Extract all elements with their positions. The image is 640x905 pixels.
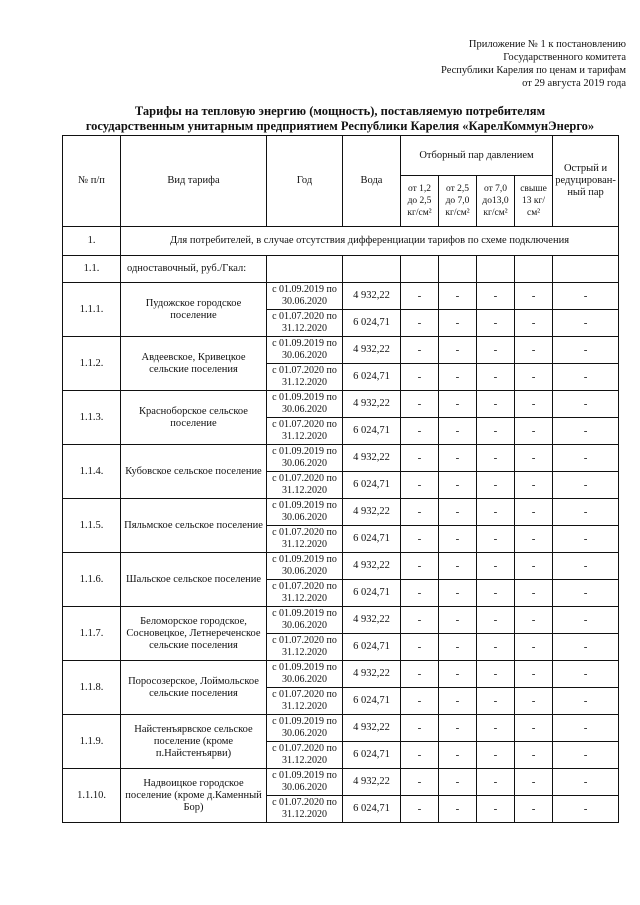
dash-cell: - (477, 364, 515, 391)
header-pressure-4: свыше 13 кг/см² (515, 176, 553, 227)
dash-cell: - (515, 553, 553, 580)
row-period: с 01.07.2020 по 31.12.2020 (267, 310, 343, 337)
dash-cell: - (515, 661, 553, 688)
dash-cell: - (401, 445, 439, 472)
row-num: 1.1.8. (63, 661, 121, 715)
dash-cell: - (515, 526, 553, 553)
dash-cell: - (477, 418, 515, 445)
table-row (63, 283, 619, 310)
row-period: с 01.07.2020 по 31.12.2020 (267, 742, 343, 769)
row-num: 1.1.5. (63, 499, 121, 553)
header-type: Вид тарифа (121, 136, 267, 227)
dash-cell: - (401, 580, 439, 607)
row-territory: Найстенъярвское сельское поселение (кроме п.Найстенъярви) (121, 715, 267, 769)
dash-cell: - (553, 472, 619, 499)
row-num: 1.1.6. (63, 553, 121, 607)
dash-cell: - (515, 769, 553, 796)
row-period: с 01.09.2019 по 30.06.2020 (267, 337, 343, 364)
row-water-value: 4 932,22 (343, 607, 401, 634)
row-period: с 01.07.2020 по 31.12.2020 (267, 418, 343, 445)
appendix-note (326, 38, 626, 90)
dash-cell: - (477, 796, 515, 823)
row-num: 1.1.10. (63, 769, 121, 823)
row-water-value: 4 932,22 (343, 715, 401, 742)
row-water-value: 4 932,22 (343, 445, 401, 472)
empty-cell (515, 256, 553, 283)
empty-cell (401, 256, 439, 283)
dash-cell: - (477, 526, 515, 553)
table-row (63, 391, 619, 418)
header-year: Год (267, 136, 343, 227)
dash-cell: - (515, 364, 553, 391)
dash-cell: - (477, 283, 515, 310)
dash-cell: - (553, 499, 619, 526)
dash-cell: - (439, 553, 477, 580)
row-water-value: 6 024,71 (343, 580, 401, 607)
table-row (63, 553, 619, 580)
dash-cell: - (439, 445, 477, 472)
row-num: 1.1.3. (63, 391, 121, 445)
dash-cell: - (553, 418, 619, 445)
header-pressure-2: от 2,5 до 7,0 кг/см² (439, 176, 477, 227)
row-num: 1.1.1. (63, 283, 121, 337)
dash-cell: - (553, 607, 619, 634)
row-territory: Пудожское городское поселение (121, 283, 267, 337)
dash-cell: - (439, 715, 477, 742)
dash-cell: - (553, 445, 619, 472)
row-territory: Кубовское сельское поселение (121, 445, 267, 499)
row-num: 1.1.9. (63, 715, 121, 769)
dash-cell: - (515, 391, 553, 418)
dash-cell: - (477, 688, 515, 715)
section-num: 1. (63, 227, 121, 256)
header-pressure-1: от 1,2 до 2,5 кг/см² (401, 176, 439, 227)
dash-cell: - (439, 661, 477, 688)
row-water-value: 6 024,71 (343, 364, 401, 391)
table-row (63, 337, 619, 364)
dash-cell: - (439, 364, 477, 391)
appendix-line: Республики Карелия по ценам и тарифам (441, 65, 626, 76)
row-period: с 01.07.2020 по 31.12.2020 (267, 796, 343, 823)
row-water-value: 4 932,22 (343, 499, 401, 526)
dash-cell: - (515, 310, 553, 337)
dash-cell: - (477, 580, 515, 607)
dash-cell: - (439, 391, 477, 418)
row-period: с 01.07.2020 по 31.12.2020 (267, 634, 343, 661)
dash-cell: - (439, 634, 477, 661)
row-territory: Поросозерское, Лоймольское сельские поселения (121, 661, 267, 715)
dash-cell: - (515, 580, 553, 607)
dash-cell: - (553, 391, 619, 418)
row-territory: Беломорское городское, Сосновецкое, Летнереченское сельские поселения (121, 607, 267, 661)
dash-cell: - (515, 472, 553, 499)
dash-cell: - (477, 445, 515, 472)
header-steam: Отборный пар давлением (401, 136, 553, 176)
dash-cell: - (515, 499, 553, 526)
row-water-value: 6 024,71 (343, 796, 401, 823)
dash-cell: - (477, 634, 515, 661)
row-num: 1.1.2. (63, 337, 121, 391)
appendix-line: Государственного комитета (503, 52, 626, 63)
dash-cell: - (401, 310, 439, 337)
dash-cell: - (439, 607, 477, 634)
dash-cell: - (553, 661, 619, 688)
header-sharp-steam: Острый и редуцирован-ный пар (553, 136, 619, 227)
document-title (60, 104, 620, 134)
dash-cell: - (439, 337, 477, 364)
row-territory: Красноборское сельское поселение (121, 391, 267, 445)
row-period: с 01.07.2020 по 31.12.2020 (267, 526, 343, 553)
dash-cell: - (401, 634, 439, 661)
row-period: с 01.09.2019 по 30.06.2020 (267, 391, 343, 418)
dash-cell: - (439, 526, 477, 553)
dash-cell: - (553, 364, 619, 391)
dash-cell: - (401, 364, 439, 391)
table-row (63, 769, 619, 796)
dash-cell: - (553, 796, 619, 823)
row-water-value: 6 024,71 (343, 688, 401, 715)
empty-cell (477, 256, 515, 283)
dash-cell: - (401, 391, 439, 418)
dash-cell: - (477, 499, 515, 526)
dash-cell: - (439, 499, 477, 526)
dash-cell: - (515, 445, 553, 472)
dash-cell: - (439, 580, 477, 607)
section-row (63, 227, 619, 256)
row-period: с 01.09.2019 по 30.06.2020 (267, 769, 343, 796)
row-water-value: 4 932,22 (343, 391, 401, 418)
title-line: государственным унитарным предприятием Республики Карелия «КарелКоммунЭнерго» (85, 119, 595, 133)
dash-cell: - (553, 634, 619, 661)
dash-cell: - (515, 688, 553, 715)
dash-cell: - (401, 607, 439, 634)
dash-cell: - (553, 553, 619, 580)
dash-cell: - (553, 688, 619, 715)
dash-cell: - (439, 283, 477, 310)
dash-cell: - (515, 742, 553, 769)
dash-cell: - (477, 310, 515, 337)
row-period: с 01.09.2019 по 30.06.2020 (267, 283, 343, 310)
table-row (63, 445, 619, 472)
dash-cell: - (515, 796, 553, 823)
header-water: Вода (343, 136, 401, 227)
row-period: с 01.07.2020 по 31.12.2020 (267, 580, 343, 607)
dash-cell: - (439, 796, 477, 823)
row-water-value: 6 024,71 (343, 742, 401, 769)
empty-cell (553, 256, 619, 283)
dash-cell: - (515, 715, 553, 742)
dash-cell: - (439, 742, 477, 769)
table-row (63, 661, 619, 688)
dash-cell: - (401, 499, 439, 526)
dash-cell: - (401, 526, 439, 553)
dash-cell: - (439, 472, 477, 499)
row-water-value: 6 024,71 (343, 526, 401, 553)
dash-cell: - (439, 310, 477, 337)
row-territory: Авдеевское, Кривецкое сельские поселения (121, 337, 267, 391)
dash-cell: - (439, 769, 477, 796)
subsection-row (63, 256, 619, 283)
subsection-num: 1.1. (63, 256, 121, 283)
dash-cell: - (515, 418, 553, 445)
dash-cell: - (553, 580, 619, 607)
dash-cell: - (477, 769, 515, 796)
row-water-value: 6 024,71 (343, 310, 401, 337)
tariff-table (62, 135, 619, 823)
dash-cell: - (401, 472, 439, 499)
dash-cell: - (515, 283, 553, 310)
empty-cell (343, 256, 401, 283)
appendix-line: от 29 августа 2019 года (522, 78, 626, 89)
row-water-value: 6 024,71 (343, 418, 401, 445)
row-period: с 01.07.2020 по 31.12.2020 (267, 472, 343, 499)
dash-cell: - (553, 769, 619, 796)
row-water-value: 4 932,22 (343, 283, 401, 310)
dash-cell: - (553, 526, 619, 553)
row-period: с 01.07.2020 по 31.12.2020 (267, 688, 343, 715)
row-period: с 01.09.2019 по 30.06.2020 (267, 607, 343, 634)
dash-cell: - (477, 742, 515, 769)
row-territory: Шальское сельское поселение (121, 553, 267, 607)
dash-cell: - (401, 769, 439, 796)
table-row (63, 607, 619, 634)
row-num: 1.1.4. (63, 445, 121, 499)
row-water-value: 4 932,22 (343, 337, 401, 364)
dash-cell: - (401, 715, 439, 742)
dash-cell: - (515, 337, 553, 364)
empty-cell (267, 256, 343, 283)
title-line: Тарифы на тепловую энергию (мощность), поставляемую потребителям (134, 104, 546, 118)
row-period: с 01.09.2019 по 30.06.2020 (267, 553, 343, 580)
dash-cell: - (477, 472, 515, 499)
dash-cell: - (401, 796, 439, 823)
dash-cell: - (477, 337, 515, 364)
dash-cell: - (553, 310, 619, 337)
dash-cell: - (401, 337, 439, 364)
dash-cell: - (401, 553, 439, 580)
row-num: 1.1.7. (63, 607, 121, 661)
dash-cell: - (401, 688, 439, 715)
row-period: с 01.07.2020 по 31.12.2020 (267, 364, 343, 391)
dash-cell: - (515, 607, 553, 634)
dash-cell: - (401, 418, 439, 445)
row-territory: Пяльмское сельское поселение (121, 499, 267, 553)
row-water-value: 6 024,71 (343, 634, 401, 661)
row-period: с 01.09.2019 по 30.06.2020 (267, 661, 343, 688)
table-row (63, 499, 619, 526)
dash-cell: - (401, 742, 439, 769)
table-row (63, 715, 619, 742)
dash-cell: - (477, 391, 515, 418)
dash-cell: - (477, 553, 515, 580)
row-territory: Надвоицкое городское поселение (кроме д.Каменный Бор) (121, 769, 267, 823)
dash-cell: - (477, 661, 515, 688)
section-text: Для потребителей, в случае отсутствия дифференциации тарифов по схеме подключения (121, 227, 619, 256)
dash-cell: - (553, 715, 619, 742)
dash-cell: - (553, 742, 619, 769)
header-pressure-3: от 7,0 до13,0 кг/см² (477, 176, 515, 227)
dash-cell: - (553, 337, 619, 364)
row-water-value: 4 932,22 (343, 553, 401, 580)
dash-cell: - (477, 607, 515, 634)
subsection-text: одноставочный, руб./Гкал: (121, 256, 267, 283)
dash-cell: - (439, 418, 477, 445)
row-water-value: 4 932,22 (343, 661, 401, 688)
empty-cell (439, 256, 477, 283)
row-water-value: 6 024,71 (343, 472, 401, 499)
dash-cell: - (401, 283, 439, 310)
dash-cell: - (439, 688, 477, 715)
row-water-value: 4 932,22 (343, 769, 401, 796)
dash-cell: - (553, 283, 619, 310)
row-period: с 01.09.2019 по 30.06.2020 (267, 499, 343, 526)
appendix-line: Приложение № 1 к постановлению (468, 39, 626, 50)
row-period: с 01.09.2019 по 30.06.2020 (267, 445, 343, 472)
header-num: № п/п (63, 136, 121, 227)
dash-cell: - (477, 715, 515, 742)
dash-cell: - (401, 661, 439, 688)
row-period: с 01.09.2019 по 30.06.2020 (267, 715, 343, 742)
dash-cell: - (515, 634, 553, 661)
